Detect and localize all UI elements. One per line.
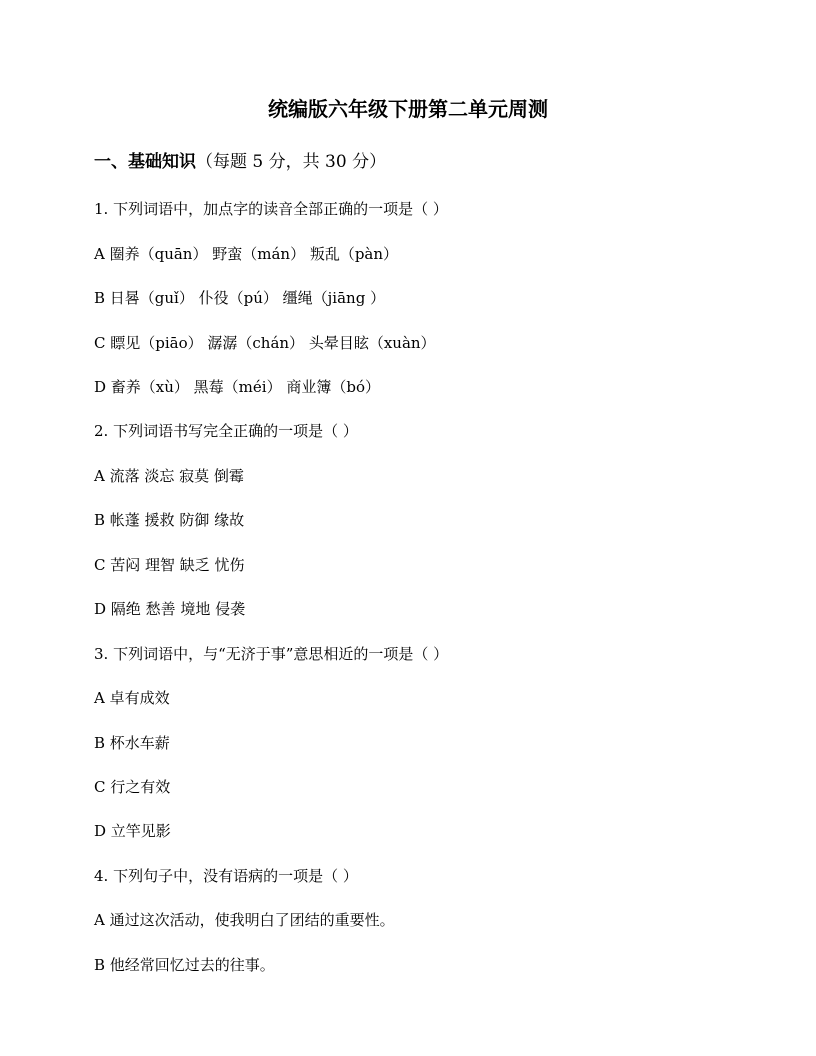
question-1-option-b: B 日晷（guǐ） 仆役（pú） 缰绳（jiāng ） xyxy=(94,289,386,307)
question-1-option-c: C 瞟见（piāo） 潺潺（chán） 头晕目眩（xuàn） xyxy=(94,334,436,352)
question-1-option-d: D 畜养（xù） 黑莓（méi） 商业簿（bó） xyxy=(94,378,380,396)
question-2-option-b: B 帐蓬 援救 防御 缘故 xyxy=(94,511,245,529)
question-3: 3. 下列词语中，与“无济于事”意思相近的一项是（ ） xyxy=(94,645,449,663)
section-heading xyxy=(94,149,386,175)
question-4: 4. 下列句子中，没有语病的一项是（ ） xyxy=(94,867,358,885)
question-2-option-d: D 隔绝 愁善 境地 侵袭 xyxy=(94,600,246,618)
question-3-option-c: C 行之有效 xyxy=(94,778,171,796)
section-heading-note: （每题 5 分，共 30 分） xyxy=(196,152,387,172)
section-heading-label: 一、基础知识 xyxy=(94,152,196,172)
question-4-option-b: B 他经常回忆过去的往事。 xyxy=(94,956,275,974)
question-1-option-a: A 圈养（quān） 野蛮（mán） 叛乱（pàn） xyxy=(94,245,399,263)
question-3-option-d: D 立竿见影 xyxy=(94,822,171,840)
question-1: 1. 下列词语中，加点字的读音全部正确的一项是（ ） xyxy=(94,200,448,218)
page-title: 统编版六年级下册第二单元周测 xyxy=(268,97,548,121)
question-3-option-b: B 杯水车薪 xyxy=(94,734,170,752)
question-2: 2. 下列词语书写完全正确的一项是（ ） xyxy=(94,422,358,440)
question-2-option-a: A 流落 淡忘 寂莫 倒霉 xyxy=(94,467,244,485)
question-3-option-a: A 卓有成效 xyxy=(94,689,170,707)
question-4-option-a: A 通过这次活动，使我明白了团结的重要性。 xyxy=(94,911,395,929)
question-2-option-c: C 苦闷 理智 缺乏 忧伤 xyxy=(94,556,245,574)
